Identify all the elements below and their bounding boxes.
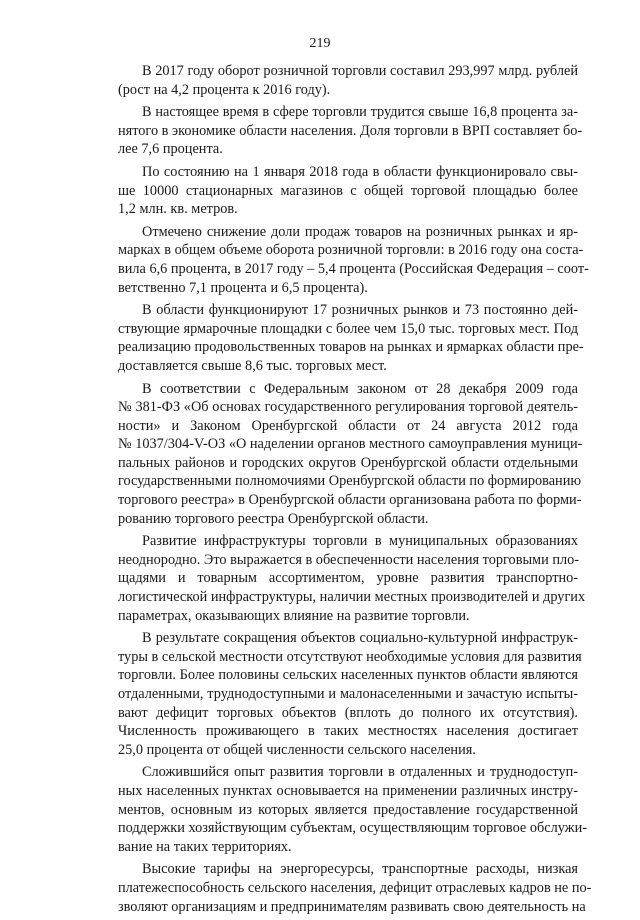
text-line: № 1037/304-V-ОЗ «О наделении органов местного самоуправления муници- (118, 436, 583, 453)
paragraph (118, 629, 582, 759)
text-line: Сложившийся опыт развития торговли в отдаленных и труднодоступ- (142, 764, 578, 781)
text-line: 25,0 процента от общей численности сельского населения. (118, 741, 476, 758)
text-line: В настоящее время в сфере торговли трудится свыше 16,8 процента за- (142, 104, 578, 121)
text-line: логистической инфраструктуры, наличии местных производителей и других (118, 589, 586, 606)
text-line: рованию торгового реестра Оренбургской области. (118, 510, 429, 527)
page-body (118, 62, 592, 920)
text-line: доставляется свыше 8,6 тыс. торговых мест. (118, 357, 387, 374)
text-line: В результате сокращения объектов социально-культурной инфраструк- (142, 630, 578, 647)
text-line: ных населенных пунктах основывается на применении различных инстру- (118, 782, 578, 799)
text-line: По состоянию на 1 января 2018 года в области функционировало свы- (142, 163, 578, 180)
text-line: торговли. Более половины сельских населенных пунктов области являются (118, 667, 578, 684)
text-line: вают дефицит торговых объектов (вплоть до полного их отсутствия). (118, 704, 578, 721)
text-line: ветственно 7,1 процента и 6,5 процента). (118, 279, 368, 296)
paragraph (118, 103, 583, 159)
text-line: параметрах, оказывающих влияние на развитие торговли. (118, 607, 470, 624)
text-line: № 381-ФЗ «Об основах государственного регулирования торговой деятель- (118, 399, 578, 416)
paragraph (118, 223, 589, 297)
text-line: лее 7,6 процента. (118, 141, 223, 158)
text-line: Развитие инфраструктуры торговли в муниципальных образованиях (142, 533, 578, 550)
text-line: вила 6,6 процента, в 2017 году – 5,4 процента (Российская Федерация – соот- (118, 260, 589, 277)
text-line: зволяют организациям и предпринимателям развивать свою деятельность на (118, 898, 586, 915)
text-line: Отмечено снижение доли продаж товаров на розничных рынках и яр- (142, 223, 578, 240)
text-line: ности» и Законом Оренбургской области от 24 августа 2012 года (118, 417, 578, 434)
text-line: отдаленными, труднодоступными и малонаселенными и зачастую испыты- (118, 686, 578, 702)
paragraph (118, 860, 592, 916)
text-line: Высокие тарифы на энергоресурсы, транспортные расходы, низкая (142, 861, 578, 878)
text-line: Численность проживающего в таких местностях населения достигает (118, 723, 578, 740)
text-line: пальных районов и городских округов Оренбургской области отдельными (118, 454, 578, 471)
text-line: нятого в экономике области населения. Доля торговли в ВРП составляет бо- (118, 122, 583, 139)
text-line: ше 10000 стационарных магазинов с общей торговой площадью более (118, 182, 578, 199)
text-line: марках в общем объеме оборота розничной торговли: в 2016 году она соста- (118, 242, 584, 259)
text-line: государственными полномочиями Оренбургской области по формированию (118, 473, 582, 490)
text-line: 1,2 млн. кв. метров. (118, 201, 238, 218)
text-line: платежеспособность сельского населения, дефицит отраслевых кадров не по- (118, 879, 592, 896)
text-line: поддержки хозяйствующим субъектам, осуществляющим торговое обслужи- (118, 820, 587, 837)
paragraph (118, 163, 578, 219)
page-number: 219 (309, 36, 331, 51)
text-line: неоднородно. Это выражается в обеспеченности населения торговыми пло- (118, 551, 580, 568)
text-line: В соответствии с Федеральным законом от 28 декабря 2009 года (142, 380, 578, 397)
paragraph (118, 301, 584, 375)
text-line: ствующие ярмарочные площадки с более чем 15,0 тыс. торговых мест. Под (118, 320, 578, 337)
text-line: вание на таких территориях. (118, 838, 292, 855)
paragraph (118, 763, 587, 856)
paragraph (118, 380, 583, 529)
text-line: (рост на 4,2 процента к 2016 году). (118, 81, 331, 98)
text-line: туры в сельской местности отсутствуют необходимые условия для развития (118, 648, 582, 665)
text-line: щадями и товарным ассортиментом, уровне развития транспортно- (118, 570, 578, 587)
text-line: В области функционируют 17 розничных рынков и 73 постоянно дей- (142, 302, 578, 319)
text-line: реализацию продовольственных товаров на рынках и ярмарках области пре- (118, 339, 584, 356)
paragraph (118, 62, 578, 99)
paragraph (118, 532, 586, 625)
text-line: ментов, основным из которых является предоставление государственной (118, 801, 578, 818)
text-line: торгового реестра» в Оренбургской области организована работа по форми- (118, 492, 582, 509)
text-line: В 2017 году оборот розничной торговли составил 293,997 млрд. рублей (142, 63, 578, 79)
